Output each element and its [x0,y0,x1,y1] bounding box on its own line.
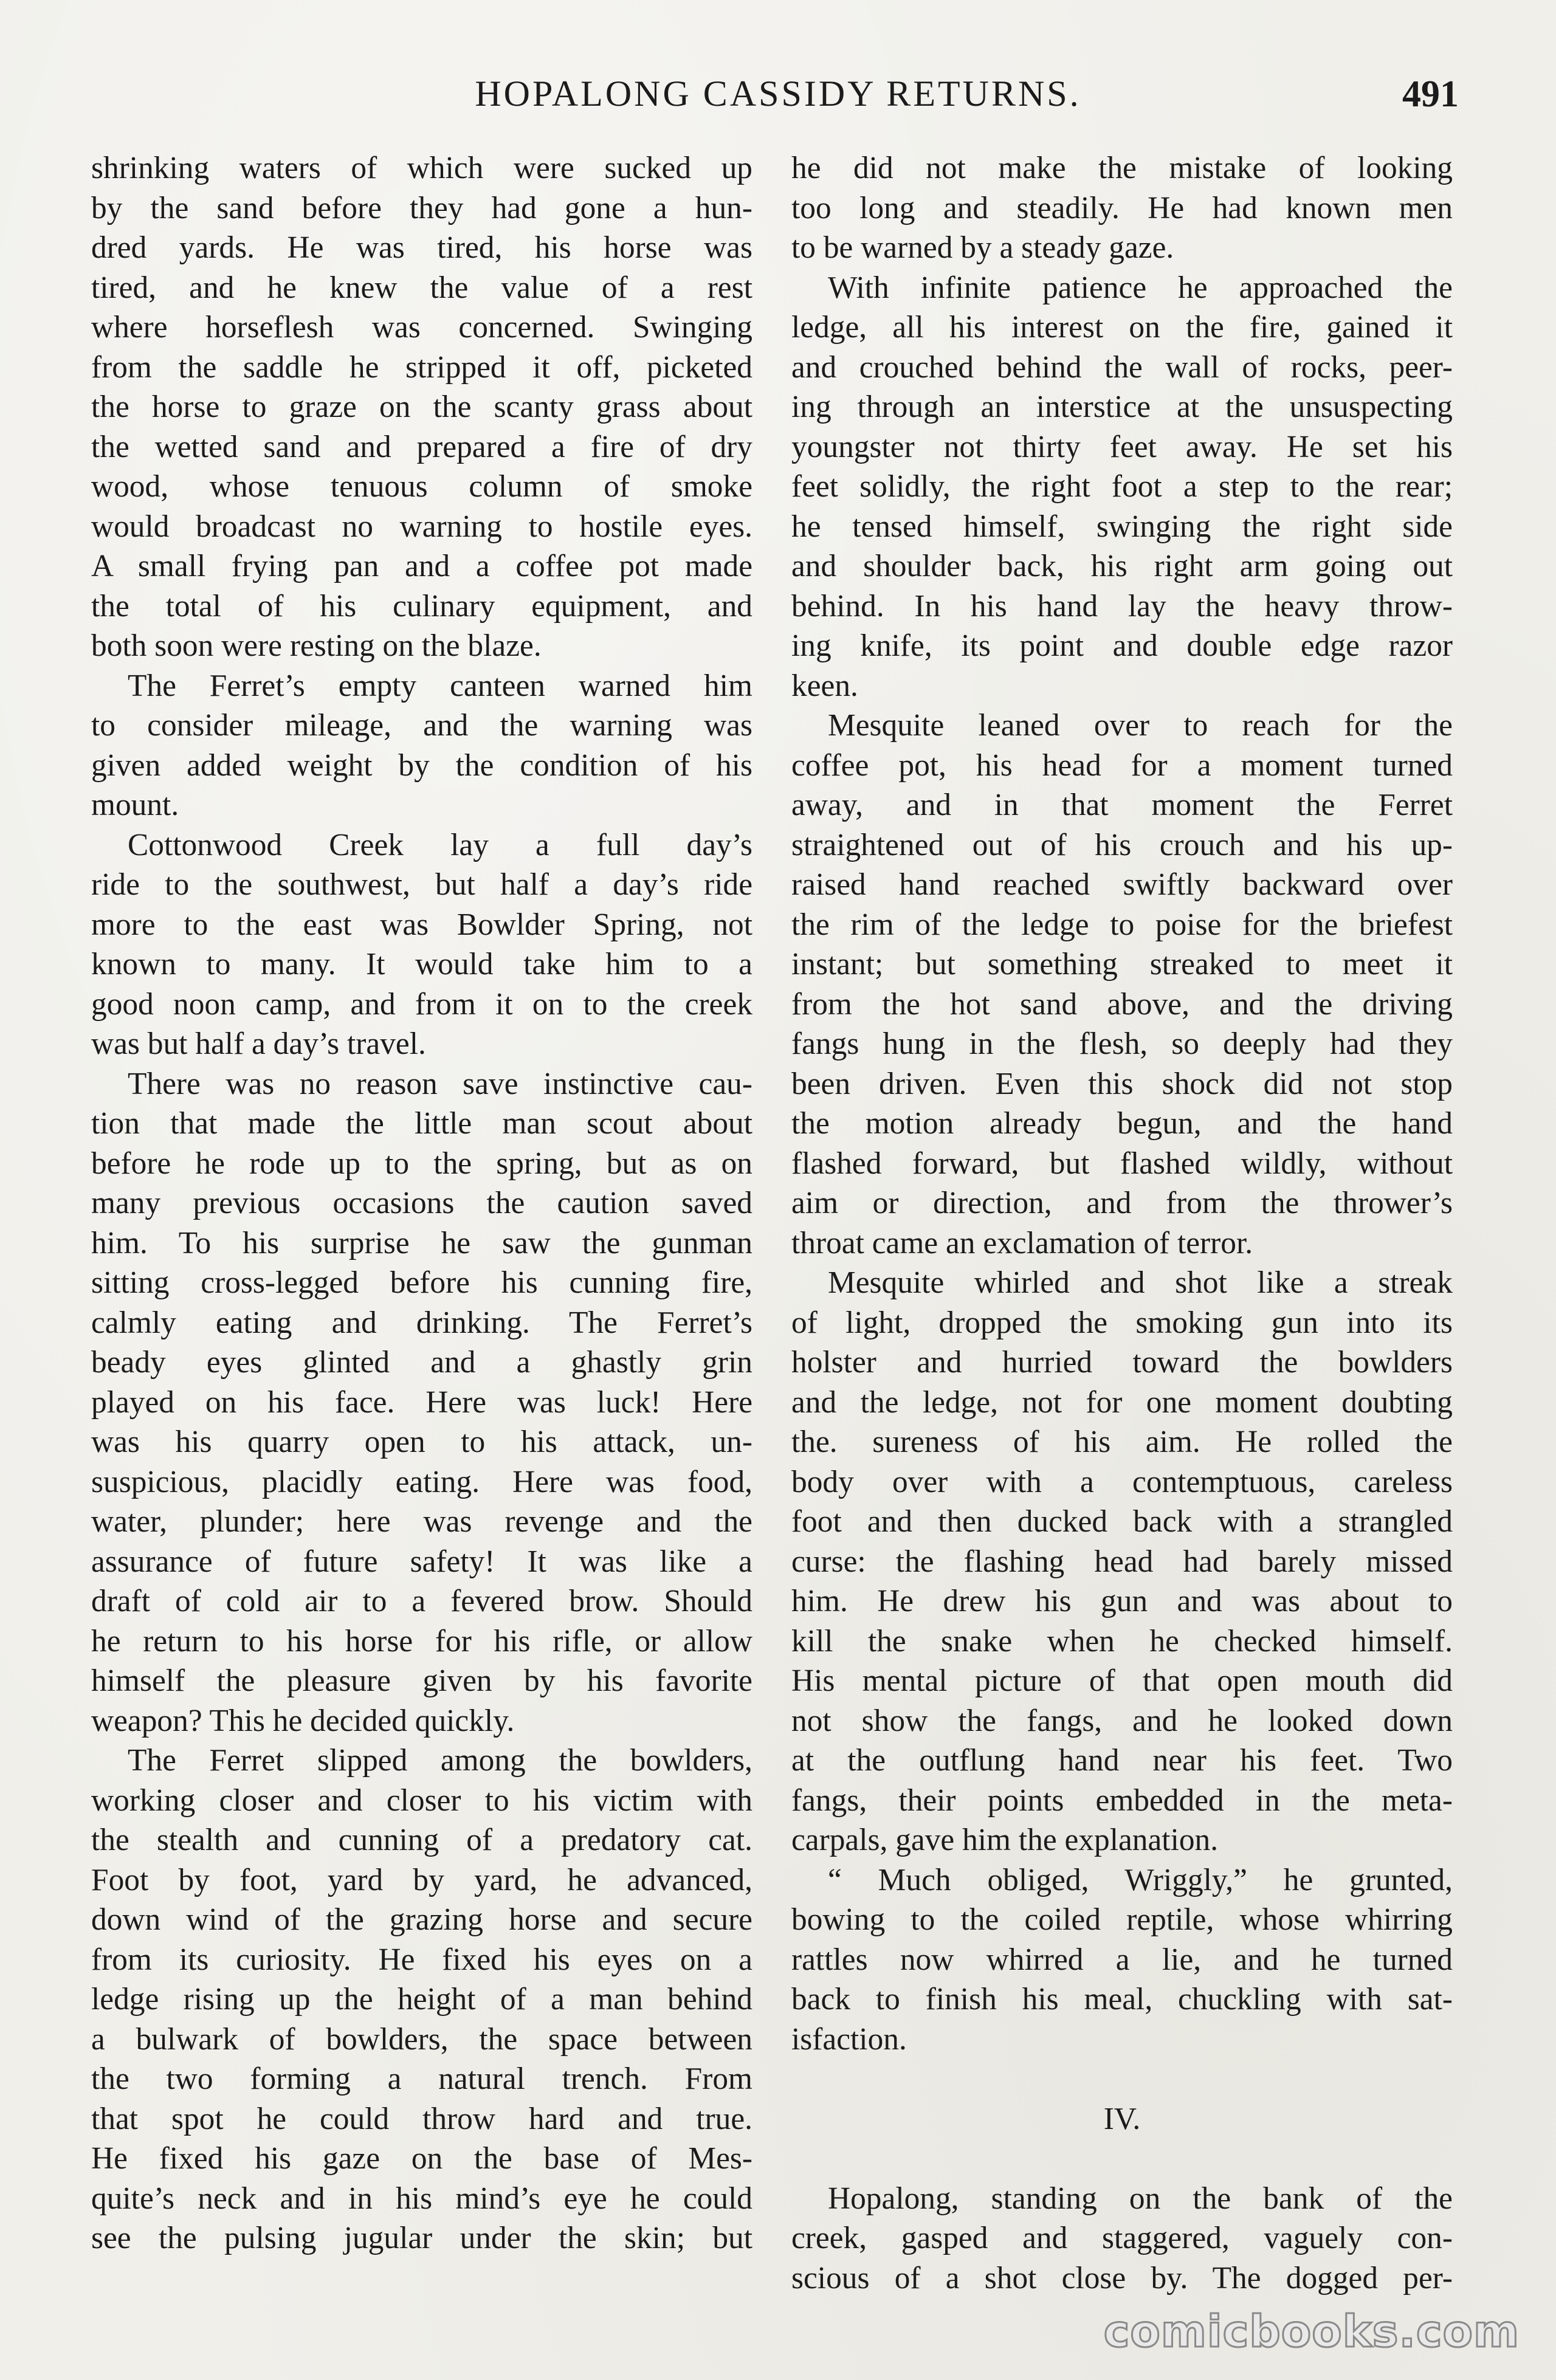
spacer [791,2139,1453,2179]
text-line: mount. [91,788,179,822]
text-line: The Ferret slipped among the bowlders, [128,1743,752,1778]
left-column [91,148,752,2258]
text-line: both soon were resting on the blaze. [91,628,542,663]
text-line: behind. In his hand lay the heavy throw- [791,588,1453,624]
text-line: A small frying pan and a coffee pot made [91,549,752,583]
text-line: Mesquite whirled and shot like a streak [828,1265,1453,1300]
text-line: would broadcast no warning to hostile eyes. [91,509,752,544]
text-line: known to many. It would take him to a [91,947,752,982]
text-line: rattles now whirred a lie, and he turned [791,1942,1453,1977]
section-body [791,2179,1453,2299]
text-line: the two forming a natural trench. From [91,2062,752,2096]
text-line: the total of his culinary equipment, and [91,588,752,624]
text-line: instant; but something streaked to meet it [791,947,1453,982]
text-line: There was no reason save instinctive cau- [128,1066,752,1101]
text-line: the wetted sand and prepared a fire of dry [91,429,752,464]
text-line: shrinking waters of which were sucked up [91,151,752,185]
right-column-body [791,148,1453,2059]
text-line: ledge, all his interest on the fire, gained it [791,310,1453,345]
text-line: good noon camp, and from it on to the creek [91,986,752,1022]
text-line: from its curiosity. He fixed his eyes on a [91,1942,752,1977]
text-line: not show the fangs, and he looked down [791,1703,1453,1738]
text-line: raised hand reached swiftly backward over [791,867,1453,902]
text-line: curse: the flashing head had barely missed [791,1544,1453,1579]
text-line: himself the pleasure given by his favorite [91,1663,752,1698]
text-line: kill the snake when he checked himself. [791,1623,1453,1659]
text-line: the horse to graze on the scanty grass about [91,390,752,424]
running-head [0,73,1556,128]
text-line: coffee pot, his head for a moment turned [791,748,1453,783]
text-line: Mesquite leaned over to reach for the [828,708,1453,743]
text-line: too long and steadily. He had known men [791,190,1453,225]
text-line: from the saddle he stripped it off, picketed [91,349,752,385]
text-line: tion that made the little man scout about [91,1106,752,1141]
text-line: was but half a day’s travel. [91,1027,426,1061]
right-column [791,148,1453,2298]
text-line: scious of a shot close by. The dogged per- [791,2260,1453,2296]
text-line: keen. [791,668,858,703]
text-line: tired, and he knew the value of a rest [91,270,752,305]
text-line: he did not make the mistake of looking [791,151,1453,185]
text-line: He fixed his gaze on the base of Mes- [91,2141,752,2176]
text-line: bowing to the coiled reptile, whose whirring [791,1902,1453,1937]
text-line: to consider mileage, and the warning was [91,708,752,743]
text-line: down wind of the grazing horse and secure [91,1902,752,1937]
text-line: the stealth and cunning of a predatory cat. [91,1823,752,1857]
text-line: more to the east was Bowlder Spring, not [91,907,752,942]
text-line: foot and then ducked back with a strangled [791,1504,1453,1539]
text-line: draft of cold air to a fevered brow. Should [91,1584,752,1618]
text-line: ledge rising up the height of a man behind [91,1982,752,2017]
text-line: him. To his surprise he saw the gunman [91,1225,752,1261]
text-line: him. He drew his gun and was about to [791,1584,1453,1618]
text-line: The Ferret’s empty canteen warned him [128,668,752,703]
text-line: where horseflesh was concerned. Swinging [91,310,752,345]
text-line: before he rode up to the spring, but as on [91,1146,752,1181]
section-heading: IV. [1103,2101,1141,2136]
text-line: feet solidly, the right foot a step to the rear; [791,469,1453,504]
text-line: isfaction. [791,2021,907,2057]
text-line: His mental picture of that open mouth did [791,1663,1453,1698]
text-line: assurance of future safety! It was like a [91,1544,752,1579]
text-line: and the ledge, not for one moment doubting [791,1384,1453,1420]
text-line: the rim of the ledge to poise for the briefest [791,907,1453,942]
text-line: suspicious, placidly eating. Here was food, [91,1464,752,1499]
text-line: and shoulder back, his right arm going out [791,549,1453,583]
text-line: by the sand before they had gone a hun- [91,190,752,225]
text-line: the. sureness of his aim. He rolled the [791,1425,1453,1459]
text-line: been driven. Even this shock did not stop [791,1066,1453,1101]
text-line: calmly eating and drinking. The Ferret’s [91,1305,752,1340]
text-line: aim or direction, and from the thrower’s [791,1186,1453,1220]
text-line: at the outflung hand near his feet. Two [791,1743,1453,1778]
text-line: to be warned by a steady gaze. [791,230,1174,265]
text-line: water, plunder; here was revenge and the [91,1504,752,1539]
text-line: weapon? This he decided quickly. [91,1703,515,1738]
running-title: HOPALONG CASSIDY RETURNS. [475,74,1081,114]
text-line: beady eyes glinted and a ghastly grin [91,1345,752,1380]
text-line: ing knife, its point and double edge razor [791,628,1453,663]
watermark-logo: comicbooks.com [1103,2306,1520,2357]
text-line: youngster not thirty feet away. He set his [791,429,1453,464]
text-line: dred yards. He was tired, his horse was [91,230,752,265]
text-line: With infinite patience he approached the [828,270,1453,305]
text-line: fangs hung in the flesh, so deeply had they [791,1027,1453,1061]
text-line: Foot by foot, yard by yard, he advanced, [91,1862,752,1897]
page-number: 491 [1402,74,1459,115]
text-line: quite’s neck and in his mind’s eye he could [91,2181,752,2216]
text-line: played on his face. Here was luck! Here [91,1384,752,1420]
text-line: back to finish his meal, chuckling with sat- [791,1982,1453,2017]
text-line: throat came an exclamation of terror. [791,1225,1253,1261]
text-line: carpals, gave him the explanation. [791,1823,1219,1857]
text-line: he return to his horse for his rifle, or allow [91,1623,752,1659]
text-line: the motion already begun, and the hand [791,1106,1453,1141]
text-line: Hopalong, standing on the bank of the [828,2181,1453,2216]
text-line: see the pulsing jugular under the skin; but [91,2221,752,2255]
text-line: ride to the southwest, but half a day’s ride [91,867,752,902]
text-line: ing through an interstice at the unsuspecting [791,390,1453,424]
text-line: body over with a contemptuous, careless [791,1464,1453,1499]
text-line: away, and in that moment the Ferret [791,788,1453,822]
text-line: holster and hurried toward the bowlders [791,1345,1453,1380]
text-line: working closer and closer to his victim with [91,1783,752,1818]
text-line: from the hot sand above, and the driving [791,986,1453,1022]
text-line: Cottonwood Creek lay a full day’s [128,827,752,862]
text-line: wood, whose tenuous column of smoke [91,469,752,504]
text-line: that spot he could throw hard and true. [91,2101,752,2136]
text-line: a bulwark of bowlders, the space between [91,2021,752,2057]
text-line: many previous occasions the caution saved [91,1186,752,1220]
text-line: creek, gasped and staggered, vaguely con- [791,2221,1453,2255]
text-line: was his quarry open to his attack, un- [91,1425,752,1459]
text-line: and crouched behind the wall of rocks, peer- [791,349,1453,385]
text-line: he tensed himself, swinging the right side [791,509,1453,544]
text-line: of light, dropped the smoking gun into its [791,1305,1453,1340]
text-line: flashed forward, but flashed wildly, without [791,1146,1453,1181]
spacer [791,2059,1453,2099]
text-line: fangs, their points embedded in the meta- [791,1783,1453,1818]
text-line: given added weight by the condition of his [91,748,752,783]
text-line: straightened out of his crouch and his up- [791,827,1453,862]
text-line: sitting cross-legged before his cunning fire, [91,1265,752,1300]
text-line: “ Much obliged, Wriggly,” he grunted, [828,1862,1453,1897]
